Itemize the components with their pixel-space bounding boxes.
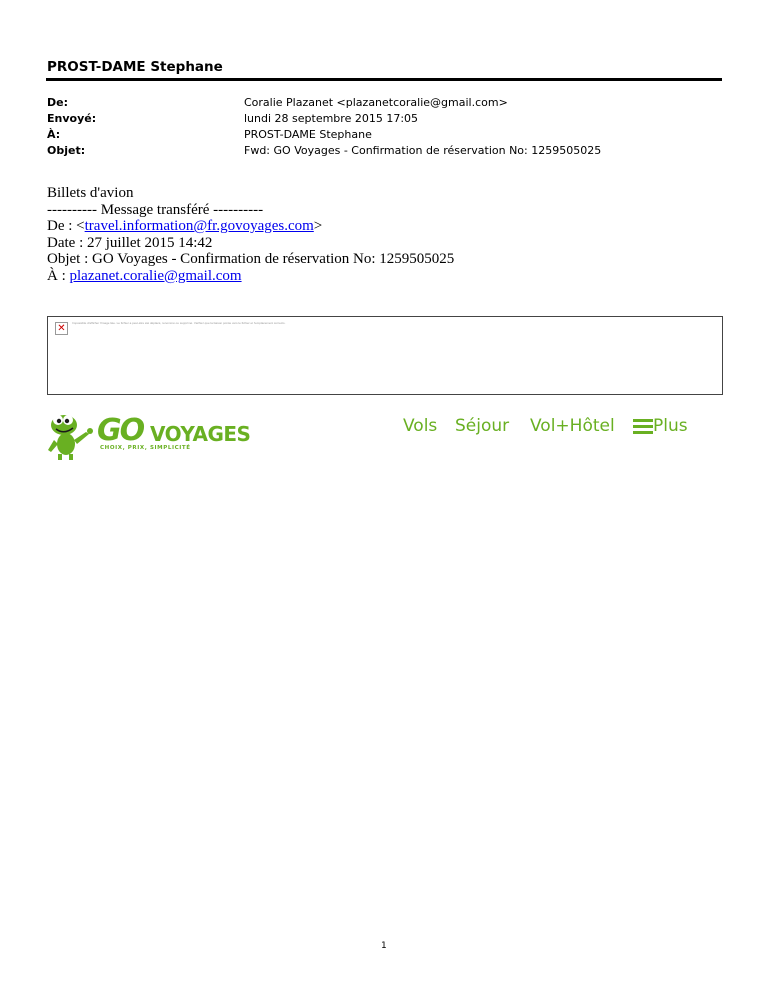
forward-to xyxy=(47,268,454,285)
forward-to-link[interactable]: plazanet.coralie@gmail.com xyxy=(69,267,242,284)
header-rule xyxy=(46,78,722,81)
logo-go-text: GO xyxy=(97,413,144,448)
forward-from xyxy=(47,218,454,235)
logo-tagline: CHOIX, PRIX, SIMPLICITÉ xyxy=(100,445,191,451)
nav-vols[interactable]: Vols xyxy=(403,416,438,436)
body-intro: Billets d'avion xyxy=(47,185,134,201)
from-label: De: xyxy=(47,96,68,109)
subject-value: Fwd: GO Voyages - Confirmation de réservation No: 1259505025 xyxy=(244,144,602,157)
govoyages-logo[interactable] xyxy=(46,410,256,460)
forward-subject: Objet : GO Voyages - Confirmation de réservation No: 1259505025 xyxy=(47,251,455,267)
forward-to-prefix: À : xyxy=(47,267,70,284)
header-row-subject xyxy=(47,143,601,159)
sent-value: lundi 28 septembre 2015 17:05 xyxy=(244,112,419,125)
nav-plus[interactable]: Plus xyxy=(653,416,688,436)
broken-image-frame xyxy=(47,316,723,395)
nav-vol-hotel[interactable]: Vol+Hôtel xyxy=(530,416,615,436)
forward-from-suffix: > xyxy=(313,218,323,234)
forward-from-prefix: De : < xyxy=(47,218,85,234)
header-row-sent xyxy=(47,111,601,127)
menu-hamburger-icon[interactable] xyxy=(633,419,653,435)
nav-sejour[interactable]: Séjour xyxy=(455,416,510,436)
forward-from-link[interactable]: travel.information@fr.govoyages.com xyxy=(84,218,314,234)
forward-separator: ---------- Message transféré ---------- xyxy=(47,201,264,218)
page-number: 1 xyxy=(381,941,387,951)
header-row-to xyxy=(47,127,601,143)
broken-image-icon: ✕ xyxy=(55,322,68,335)
email-body xyxy=(47,185,454,284)
subject-label: Objet: xyxy=(47,144,86,157)
email-header xyxy=(47,95,601,159)
sent-label: Envoyé: xyxy=(47,112,97,125)
forward-date: Date : 27 juillet 2015 14:42 xyxy=(47,234,213,251)
logo-voyages-text: VOYAGES xyxy=(150,422,251,446)
sender-name: PROST-DAME Stephane xyxy=(47,59,223,75)
broken-image-alt-text: Impossible d'afficher l'image liée. Le fichier a peut-être été déplacé, renommé ou supprimé. Vérifiez que la liaison pointe vers le fichier et l'emplacement corrects. xyxy=(72,321,286,325)
to-label: À: xyxy=(47,128,61,141)
header-row-from xyxy=(47,95,601,111)
frog-mascot-icon xyxy=(46,410,96,460)
to-value: PROST-DAME Stephane xyxy=(244,128,372,141)
from-value: Coralie Plazanet <plazanetcoralie@gmail.com> xyxy=(244,96,508,109)
